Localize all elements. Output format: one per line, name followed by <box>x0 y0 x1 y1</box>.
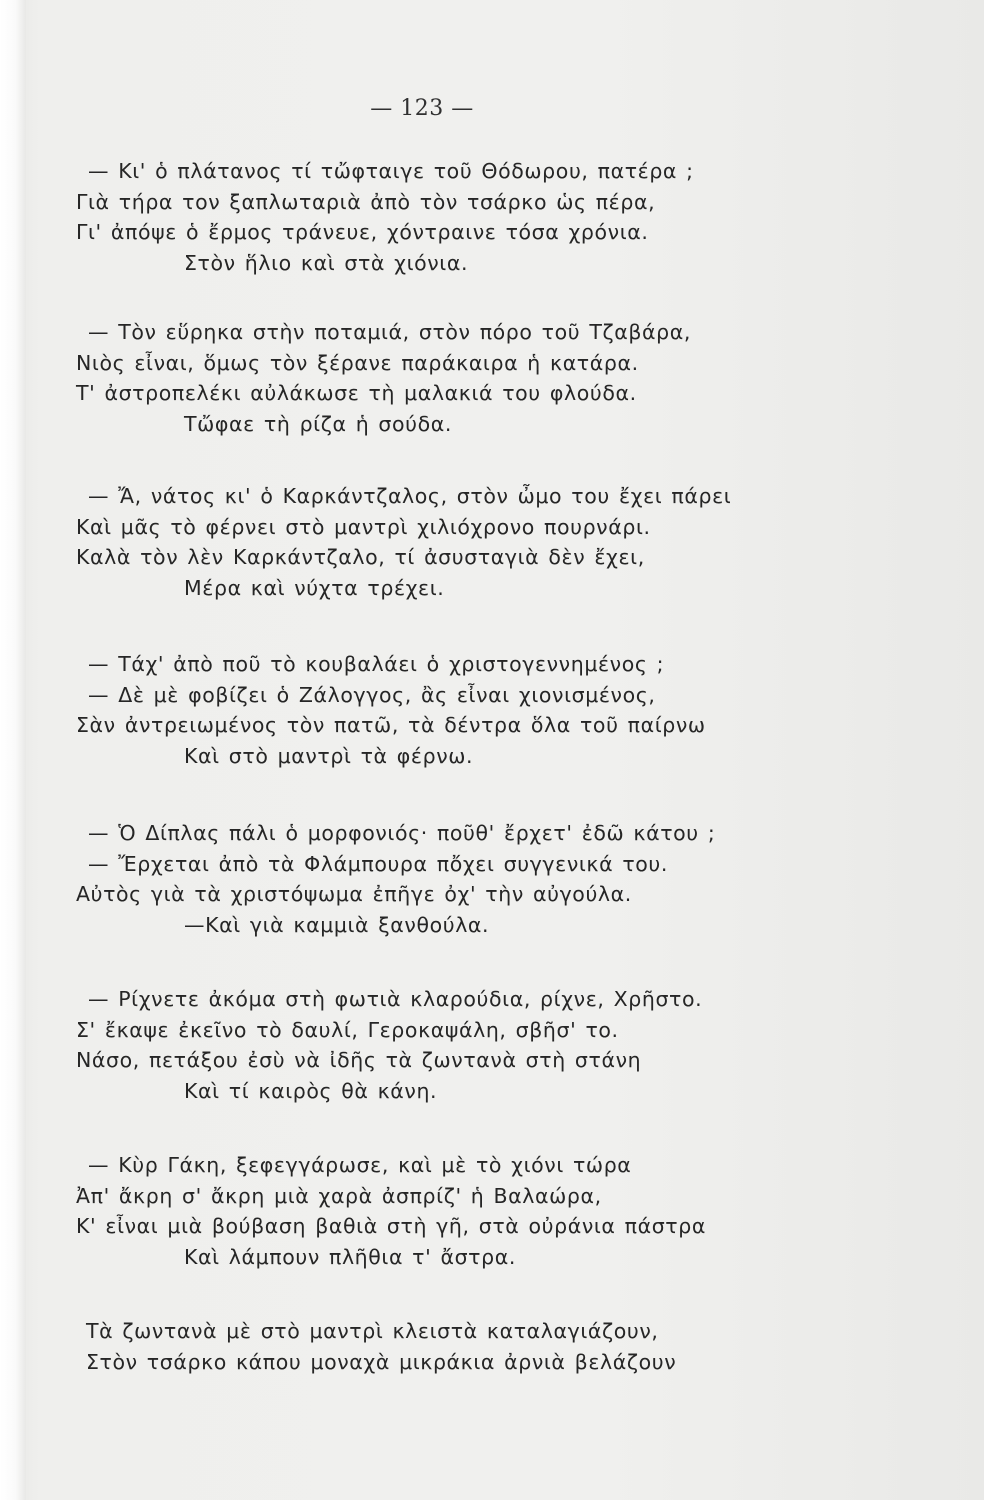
stanza-2 <box>76 317 691 439</box>
verse-line: Γιὰ τήρα τον ξαπλωταριὰ ἀπὸ τὸν τσάρκο ὡς πέρα, <box>76 189 656 214</box>
verse-refrain: Στὸν ἥλιο καὶ στὰ χιόνια. <box>184 250 469 275</box>
page-number: — 123 — <box>370 96 474 121</box>
verse-line: Σὰν ἀντρειωμένος τὸν πατῶ, τὰ δέντρα ὅλα τοῦ παίρνω <box>76 713 706 737</box>
verse-refrain: Τὤφαε τὴ ρίζα ἡ σούδα. <box>184 411 452 436</box>
verse-line: — Ρίχνετε ἀκόμα στὴ φωτιὰ κλαρούδια, ρίχνε, Χρῆστο. <box>88 987 703 1011</box>
verse-line: — Τάχ' ἀπὸ ποῦ τὸ κουβαλάει ὁ χριστογεννημένος ; <box>88 652 665 676</box>
stanza-5 <box>76 818 715 940</box>
verse-line: Ἀπ' ἄκρη σ' ἄκρη μιὰ χαρὰ ἀσπρίζ' ἡ Βαλαώρα, <box>76 1183 602 1208</box>
verse-refrain: —Καὶ γιὰ καμμιὰ ξανθούλα. <box>184 912 490 937</box>
verse-line: — Κὺρ Γάκη, ξεφεγγάρωσε, καὶ μὲ τὸ χιόνι τώρα <box>88 1153 632 1177</box>
verse-line: Γι' ἀπόψε ὁ ἔρμος τράνευε, χόντραινε τόσα χρόνια. <box>76 220 649 244</box>
verse-line: Τὰ ζωντανὰ μὲ στὸ μαντρὶ κλειστὰ καταλαγιάζουν, <box>86 1319 659 1343</box>
stanza-3 <box>76 481 731 603</box>
verse-line: Κ' εἶναι μιὰ βούβαση βαθιὰ στὴ γῆ, στὰ οὐράνια πάστρα <box>76 1214 706 1238</box>
verse-line: Νάσο, πετάξου ἐσὺ νὰ ἰδῆς τὰ ζωντανὰ στὴ στάνη <box>76 1048 642 1072</box>
page-gutter <box>0 0 26 1500</box>
verse-refrain: Μέρα καὶ νύχτα τρέχει. <box>184 575 445 600</box>
verse-line: Καλὰ τὸν λὲν Καρκάντζαλο, τί ἀσυσταγιὰ δὲν ἔχει, <box>76 545 645 569</box>
verse-line: Στὸν τσάρκο κάπου μοναχὰ μικράκια ἀρνιὰ βελάζουν <box>86 1349 677 1374</box>
verse-line: Τ' ἀστροπελέκι αὐλάκωσε τὴ μαλακιά του φλούδα. <box>76 381 637 405</box>
verse-line: Σ' ἔκαψε ἐκεῖνο τὸ δαυλί, Γεροκαψάλη, σβῆσ' το. <box>76 1017 619 1042</box>
verse-line: — Δὲ μὲ φοβίζει ὁ Ζάλογγος, ἂς εἶναι χιονισμένος, <box>88 682 656 707</box>
stanza-6 <box>76 984 702 1106</box>
verse-line: Καὶ μᾶς τὸ φέρνει στὸ μαντρὶ χιλιόχρονο πουρνάρι. <box>76 514 651 539</box>
verse-line: — Ἄ, νάτος κι' ὁ Καρκάντζαλος, στὸν ὦμο του ἔχει πάρει <box>88 484 732 508</box>
stanza-8 <box>76 1316 676 1377</box>
verse-refrain: Καὶ λάμπουν πλῆθια τ' ἄστρα. <box>184 1244 516 1269</box>
verse-line: Νιὸς εἶναι, ὅμως τὸν ξέρανε παράκαιρα ἡ κατάρα. <box>76 350 639 375</box>
verse-line: — Κι' ὁ πλάτανος τί τὤφταιγε τοῦ Θόδωρου, πατέρα ; <box>88 159 694 183</box>
verse-line: — Ὁ Δίπλας πάλι ὁ μορφονιός· ποῦθ' ἔρχετ' ἐδῶ κάτου ; <box>88 821 716 845</box>
stanza-4 <box>76 649 706 771</box>
verse-refrain: Καὶ στὸ μαντρὶ τὰ φέρνω. <box>184 743 474 768</box>
verse-refrain: Καὶ τί καιρὸς θὰ κάνη. <box>184 1078 438 1103</box>
stanza-7 <box>76 1150 706 1272</box>
verse-line: — Ἔρχεται ἀπὸ τὰ Φλάμπουρα πὄχει συγγενικά του. <box>88 851 668 876</box>
verse-line: — Τὸν εὕρηκα στὴν ποταμιά, στὸν πόρο τοῦ Τζαβάρα, <box>88 320 691 344</box>
verse-line: Αὐτὸς γιὰ τὰ χριστόψωμα ἐπῆγε ὀχ' τὴν αὐγούλα. <box>76 882 632 906</box>
stanza-1 <box>76 156 694 278</box>
